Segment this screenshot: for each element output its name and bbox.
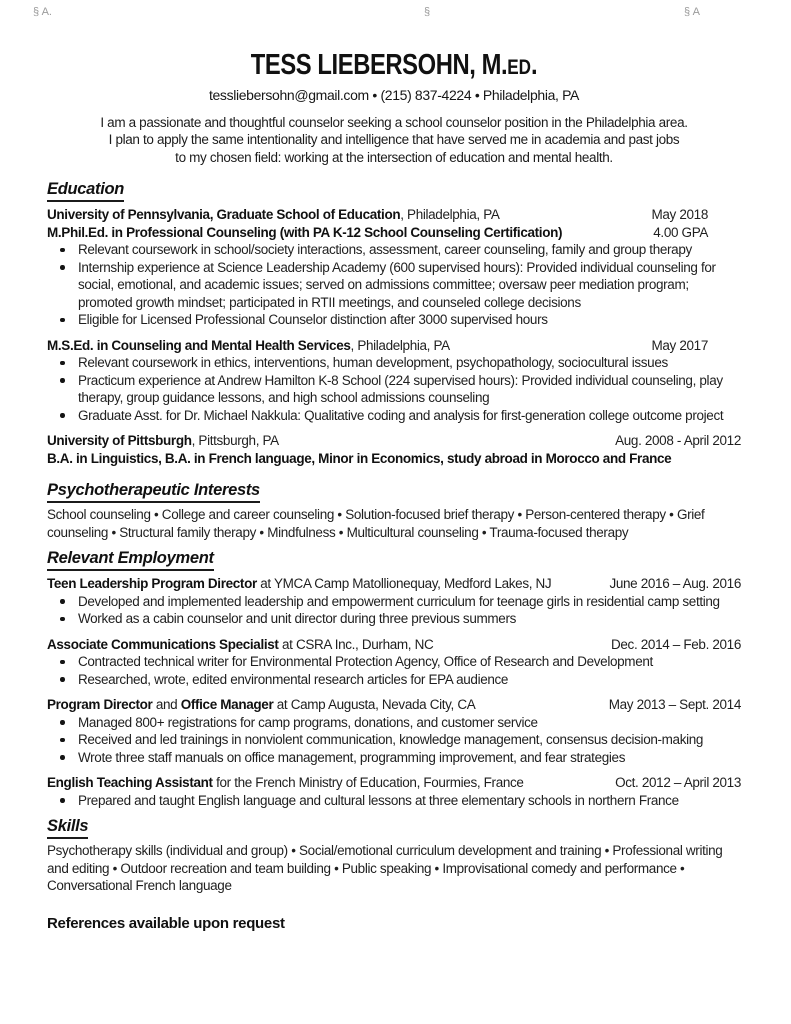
bullet-icon xyxy=(60,677,65,682)
interests-line: counseling • Structural family therapy • Mindfulness • Multicultural counseling • Trauma-focused therapy xyxy=(47,524,629,540)
bullet-icon xyxy=(60,599,65,604)
bullet-list xyxy=(47,714,741,767)
interests-line: School counseling • College and career counseling • Solution-focused brief therapy • Person-centered therapy • Grief xyxy=(47,507,705,522)
entry-subtitle: B.A. in Linguistics, B.A. in French language, Minor in Economics, study abroad in Morocco and France xyxy=(47,450,672,466)
entry-date: Aug. 2008 - April 2012 xyxy=(615,433,741,448)
summary-paragraph xyxy=(47,114,741,167)
bullet-icon xyxy=(60,413,65,418)
list-item: Prepared and taught English language and cultural lessons at three elementary schools in northern France xyxy=(47,792,741,810)
bullet-icon xyxy=(60,660,65,665)
entry-title: Program Director and Office Manager at Camp Augusta, Nevada City, CA xyxy=(47,697,476,712)
entry-gpa: 4.00 GPA xyxy=(653,224,708,240)
entry-date: June 2016 – Aug. 2016 xyxy=(609,576,741,591)
entry-date: May 2013 – Sept. 2014 xyxy=(608,697,741,712)
list-item: Practicum experience at Andrew Hamilton K-8 School (224 supervised hours): Provided individual counseling, play therapy, group guidance lessons, and high school admissions counseling xyxy=(47,372,741,407)
bullet-icon xyxy=(60,617,65,622)
education-entry xyxy=(47,432,741,467)
bullet-icon xyxy=(60,738,65,743)
bullet-icon xyxy=(60,798,65,803)
bullet-list xyxy=(47,653,741,688)
education-entry xyxy=(47,206,741,329)
education-heading: Education xyxy=(47,180,124,202)
name-main: TESS LIEBERSOHN, M. xyxy=(250,49,508,81)
bullet-icon xyxy=(60,248,65,253)
list-item: Developed and implemented leadership and empowerment curriculum for teenage girls in residential camp setting xyxy=(47,593,741,611)
name-suffix: . xyxy=(531,49,538,81)
bullet-icon xyxy=(60,318,65,323)
bullet-icon xyxy=(60,378,65,383)
employment-entry xyxy=(47,696,741,766)
bullet-list xyxy=(47,354,741,424)
bullet-icon xyxy=(60,755,65,760)
employment-entry xyxy=(47,774,741,809)
entry-date: Oct. 2012 – April 2013 xyxy=(615,775,741,790)
skills-line: and editing • Outdoor recreation and team building • Public speaking • Improvisational comedy and performance • xyxy=(47,860,685,876)
interests-heading: Psychotherapeutic Interests xyxy=(47,481,260,503)
interests-paragraph xyxy=(47,506,741,541)
summary-line: I plan to apply the same intentionality and intelligence that have served me in academia and past jobs xyxy=(108,132,680,147)
bullet-icon xyxy=(60,265,65,270)
list-item: Worked as a cabin counselor and unit director during three previous summers xyxy=(47,610,741,628)
education-entry xyxy=(47,337,741,425)
entry-date: Dec. 2014 – Feb. 2016 xyxy=(611,636,741,652)
list-item: Contracted technical writer for Environmental Protection Agency, Office of Research and Development xyxy=(47,653,741,671)
list-item: Managed 800+ registrations for camp programs, donations, and customer service xyxy=(47,714,741,732)
list-item: Eligible for Licensed Professional Counselor distinction after 3000 supervised hours xyxy=(47,311,741,329)
section-skills xyxy=(47,817,741,895)
employment-entry xyxy=(47,575,741,628)
references-note: References available upon request xyxy=(47,914,285,932)
list-item: Relevant coursework in school/society interactions, assessment, career counseling, family and group therapy xyxy=(47,241,741,259)
scan-artifact-center: § xyxy=(424,6,431,18)
name-degree-smallcaps: ED xyxy=(507,56,532,79)
section-employment xyxy=(47,549,741,809)
entry-title: English Teaching Assistant for the French Ministry of Education, Fourmies, France xyxy=(47,775,524,790)
entry-title: University of Pennsylvania, Graduate School of Education, Philadelphia, PA xyxy=(47,207,500,222)
list-item: Received and led trainings in nonviolent communication, knowledge management, consensus decision-making xyxy=(47,731,741,749)
scan-artifact-right: § A xyxy=(684,6,700,18)
section-interests xyxy=(47,481,741,541)
page-title xyxy=(109,50,678,83)
bullet-list xyxy=(47,792,741,810)
entry-title: Teen Leadership Program Director at YMCA Camp Matollionequay, Medford Lakes, NJ xyxy=(47,576,552,591)
list-item: Graduate Asst. for Dr. Michael Nakkula: Qualitative coding and analysis for first-generation college outcome project xyxy=(47,407,741,425)
entry-date: May 2018 xyxy=(651,207,708,222)
employment-heading: Relevant Employment xyxy=(47,549,214,571)
scan-artifact-left: § A. xyxy=(33,6,52,18)
list-item: Researched, wrote, edited environmental research articles for EPA audience xyxy=(47,671,741,689)
employment-entry xyxy=(47,636,741,689)
entry-subtitle: M.Phil.Ed. in Professional Counseling (with PA K-12 School Counseling Certification) xyxy=(47,224,563,240)
entry-title: Associate Communications Specialist at CSRA Inc., Durham, NC xyxy=(47,636,434,652)
entry-date: May 2017 xyxy=(651,337,708,353)
summary-line: to my chosen field: working at the intersection of education and mental health. xyxy=(175,149,613,165)
bullet-icon xyxy=(60,361,65,366)
bullet-list xyxy=(47,593,741,628)
bullet-list xyxy=(47,241,741,329)
skills-heading: Skills xyxy=(47,817,88,839)
contact-line: tessliebersohn@gmail.com • (215) 837-4224 • Philadelphia, PA xyxy=(208,87,580,103)
summary-line: I am a passionate and thoughtful counselor seeking a school counselor position in the Philadelphia area. xyxy=(100,114,688,130)
list-item: Wrote three staff manuals on office management, programming improvement, and fear strategies xyxy=(47,749,741,767)
entry-title: University of Pittsburgh, Pittsburgh, PA xyxy=(47,433,279,448)
section-education xyxy=(47,180,741,467)
list-item: Relevant coursework in ethics, interventions, human development, psychopathology, sociocultural issues xyxy=(47,354,741,372)
skills-line: Psychotherapy skills (individual and group) • Social/emotional curriculum development and training • Professional writing xyxy=(47,843,723,858)
bullet-icon xyxy=(60,720,65,725)
skills-paragraph xyxy=(47,842,741,895)
entry-title: M.S.Ed. in Counseling and Mental Health Services, Philadelphia, PA xyxy=(47,337,450,353)
skills-line: Conversational French language xyxy=(47,878,232,893)
list-item: Internship experience at Science Leadership Academy (600 supervised hours): Provided individual counseling for social, emotional, and academic issues; served on admissions committee; oversaw peer mediation program; promoted growth mindset; participated in RTII meetings, and counseled college decisions xyxy=(47,259,741,312)
